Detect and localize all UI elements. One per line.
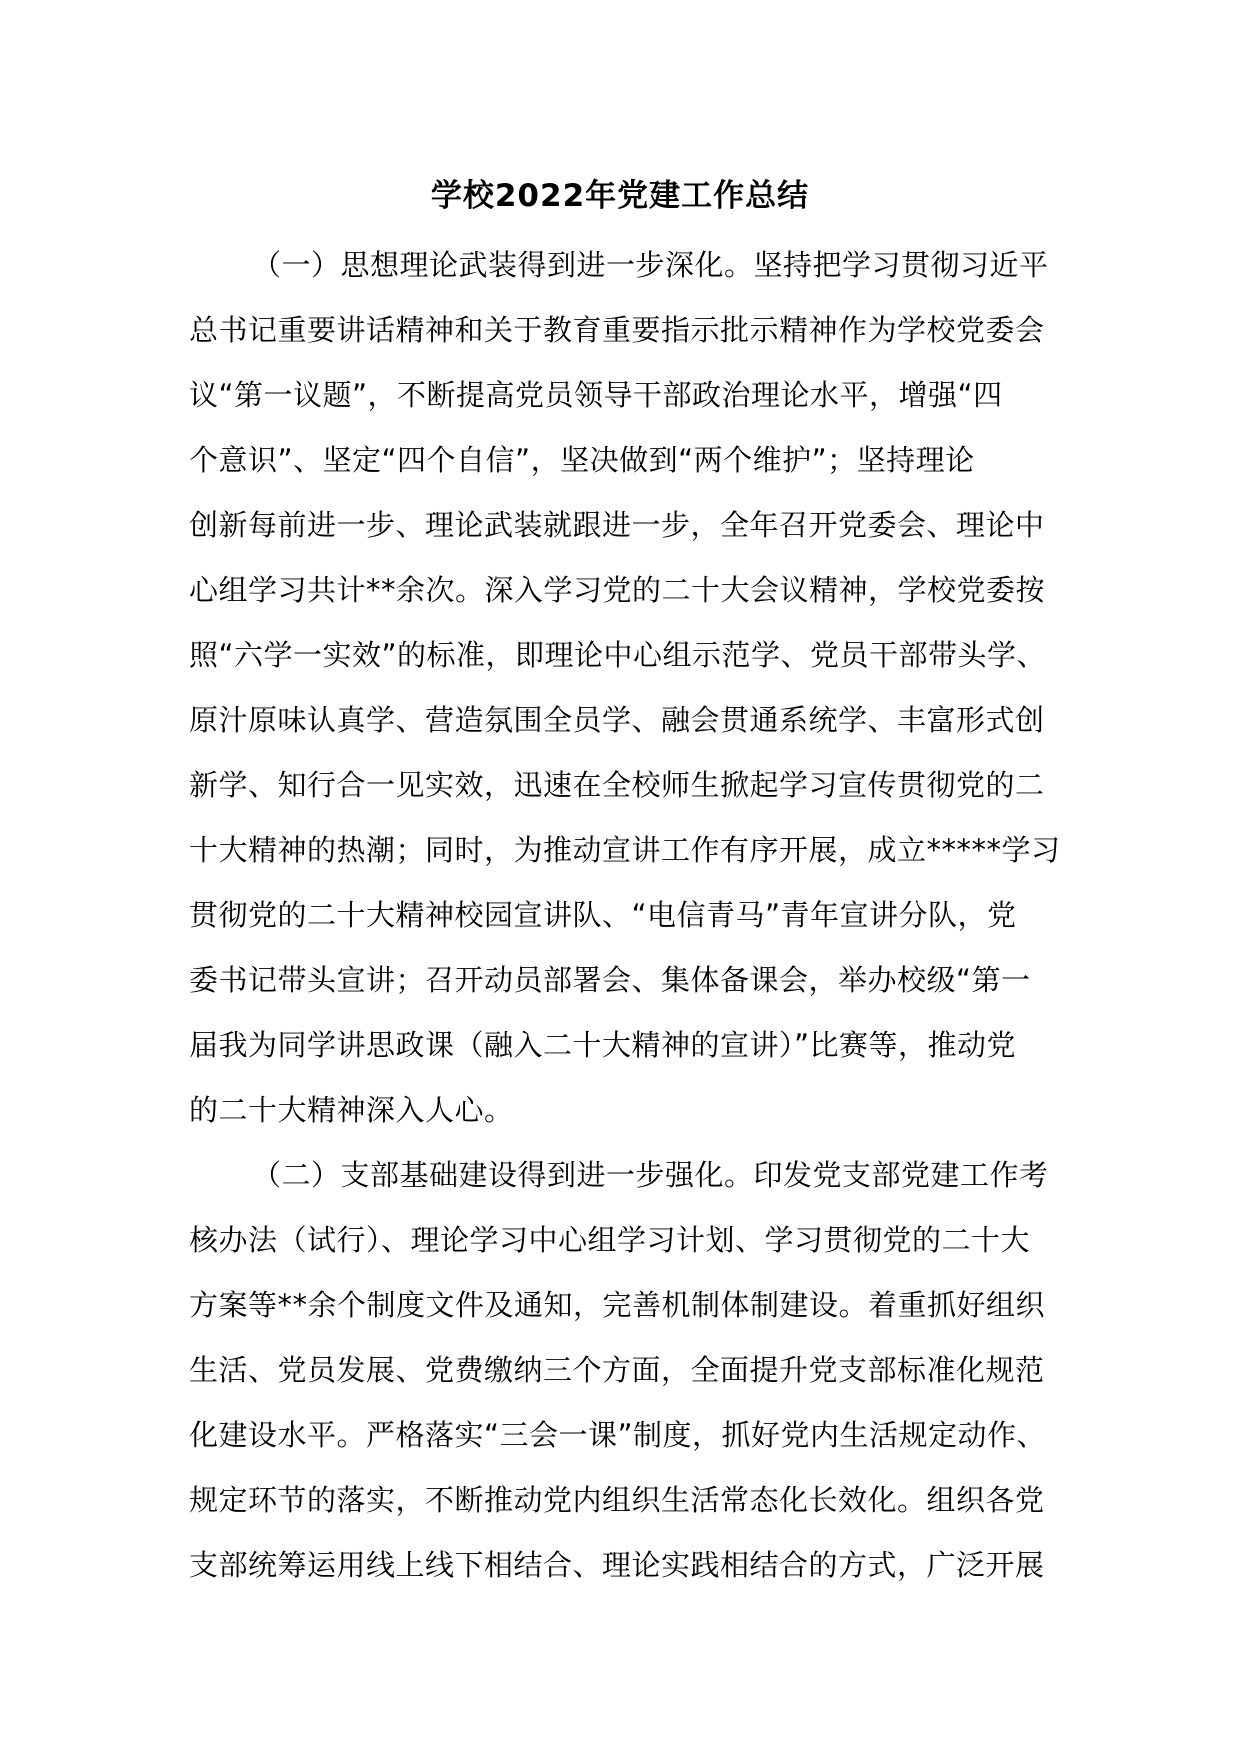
text-line: 化建设水平。严格落实“三会一课”制度，抓好党内生活规定动作、 xyxy=(189,1418,1047,1452)
text-line: 心组学习共计**余次。深入学习党的二十大会议精神，学校党委按 xyxy=(189,573,1046,607)
paragraph-first-line: （一）思想理论武装得到进一步深化。坚持把学习贯彻习近平 xyxy=(252,248,1049,282)
text-line: 照“六学一实效”的标准，即理论中心组示范学、党员干部带头学、 xyxy=(189,638,1047,672)
document-body xyxy=(189,239,1069,1604)
text-line: 支部统筹运用线上线下相结合、理论实践相结合的方式，广泛开展 xyxy=(189,1548,1045,1582)
document-title: 学校2022年党建工作总结 xyxy=(430,178,810,214)
text-line: 生活、党员发展、党费缴纳三个方面，全面提升党支部标准化规范 xyxy=(189,1353,1045,1387)
text-line: 届我为同学讲思政课（融入二十大精神的宣讲）”比赛等，推动党 xyxy=(189,1028,1017,1062)
text-line: 总书记重要讲话精神和关于教育重要指示批示精神作为学校党委会 xyxy=(189,313,1045,347)
text-line: 核办法（试行）、理论学习中心组学习计划、学习贯彻党的二十大 xyxy=(189,1223,1031,1257)
text-line: 十大精神的热潮；同时，为推动宣讲工作有序开展，成立*****学习 xyxy=(189,833,1061,867)
text-line: 原汁原味认真学、营造氛围全员学、融会贯通系统学、丰富形式创 xyxy=(189,703,1045,737)
text-line: 议“第一议题”，不断提高党员领导干部政治理论水平，增强“四 xyxy=(189,378,1003,412)
text-line: 委书记带头宣讲；召开动员部署会、集体备课会，举办校级“第一 xyxy=(189,963,1031,997)
text-line: 新学、知行合一见实效，迅速在全校师生掀起学习宣传贯彻党的二 xyxy=(189,768,1045,802)
text-line: 方案等**余个制度文件及通知，完善机制体制建设。着重抓好组织 xyxy=(189,1288,1046,1322)
paragraph-first-line: （二）支部基础建设得到进一步强化。印发党支部党建工作考 xyxy=(252,1158,1049,1192)
text-line: 规定环节的落实，不断推动党内组织生活常态化长效化。组织各党 xyxy=(189,1483,1045,1517)
text-line: 个意识”、坚定“四个自信”，坚决做到“两个维护”；坚持理论 xyxy=(189,443,975,477)
text-line: 创新每前进一步、理论武装就跟进一步，全年召开党委会、理论中 xyxy=(189,508,1045,542)
text-line: 的二十大精神深入人心。 xyxy=(189,1093,514,1127)
text-line: 贯彻党的二十大精神校园宣讲队、“电信青马”青年宣讲分队，党 xyxy=(189,898,1017,932)
